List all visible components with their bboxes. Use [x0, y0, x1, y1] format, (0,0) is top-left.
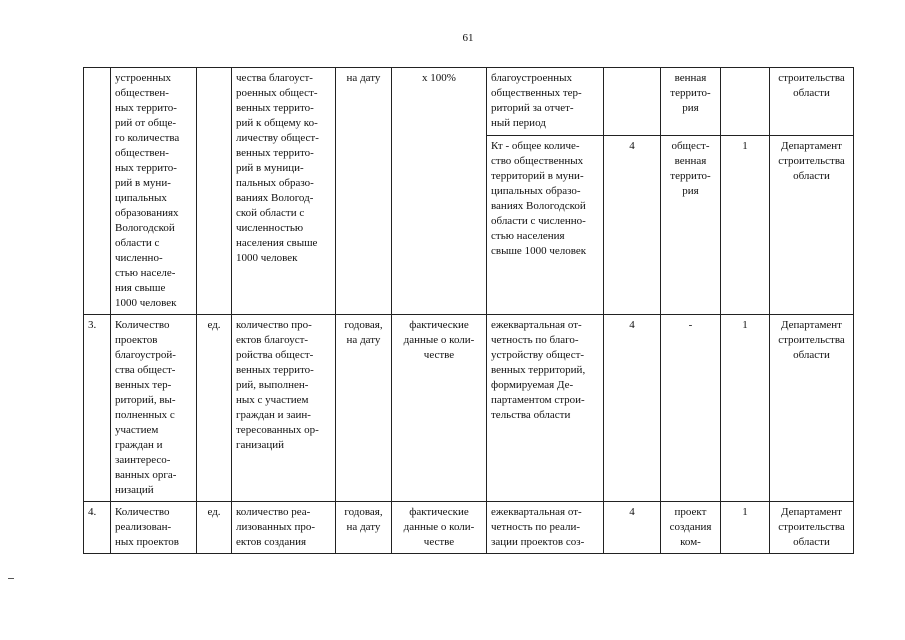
row-number-cell: 4.: [84, 502, 111, 554]
source-cell: проект создания ком-: [661, 502, 721, 554]
indicator-name-cell: устроенных обществен- ных террито- рий от обще- го количества обществен- ных террито- рий в муни- ципальных образованиях Вологодской области с численно- стью населе- ния свыше 1000 человек: [111, 68, 197, 315]
indicators-table: [83, 67, 854, 554]
periodicity-cell: годовая, на дату: [336, 315, 392, 502]
number-cell: 1: [721, 315, 770, 502]
responsible-cell: Департамент строительства области: [770, 502, 854, 554]
periodicity-cell: на дату: [336, 68, 392, 315]
data-code-cell: 4: [604, 315, 661, 502]
method-cell: фактические данные о коли- честве: [392, 315, 487, 502]
definition-cell: количество про- ектов благоуст- ройства общест- венных террито- рий, выполнен- ных с участием граждан и заин- тересованных ор- ганизаций: [232, 315, 336, 502]
indicator-name-cell: Количество реализован- ных проектов: [111, 502, 197, 554]
row-number-cell: [84, 68, 111, 315]
row-number-cell: 3.: [84, 315, 111, 502]
indicator-name-cell: Количество проектов благоустрой- ства общест- венных тер- риторий, вы- полненных с участием граждан и заинтересо- ванных орга- низаций: [111, 315, 197, 502]
number-cell: 1: [721, 136, 770, 315]
source-cell: -: [661, 315, 721, 502]
table-row: [84, 315, 854, 502]
periodicity-cell: годовая, на дату: [336, 502, 392, 554]
method-cell: фактические данные о коли- честве: [392, 502, 487, 554]
unit-cell: [197, 68, 232, 315]
data-code-cell: 4: [604, 136, 661, 315]
unit-cell: ед.: [197, 315, 232, 502]
responsible-cell: Департамент строительства области: [770, 315, 854, 502]
responsible-cell: Департамент строительства области: [770, 136, 854, 315]
page-number: 61: [462, 32, 474, 44]
basic-indicator-cell: ежеквартальная от- четность по благо- устройству общест- венных территорий, формируемая Де- партаментом строи- тельства области: [487, 315, 604, 502]
basic-indicator-cell: Кт - общее количе- ство общественных территорий в муни- ципальных образо- ваниях Вологодской области с численно- стью населения свыше 1000 человек: [487, 136, 604, 315]
method-cell: x 100%: [392, 68, 487, 315]
number-cell: 1: [721, 502, 770, 554]
table-row: [84, 502, 854, 554]
unit-cell: ед.: [197, 502, 232, 554]
basic-indicator-cell: благоустроенных общественных тер- риторий за отчет- ный период: [487, 68, 604, 136]
scan-edge-mark: [8, 578, 14, 579]
table-row: [84, 68, 854, 136]
number-cell: [721, 68, 770, 136]
basic-indicator-cell: ежеквартальная от- четность по реали- зации проектов соз-: [487, 502, 604, 554]
definition-cell: чества благоуст- роенных общест- венных террито- рий к общему ко- личеству общест- венных террито- рий в муници- пальных образо- ваниях Вологод- ской области с численностью населения свыше 1000 человек: [232, 68, 336, 315]
source-cell: венная террито- рия: [661, 68, 721, 136]
definition-cell: количество реа- лизованных про- ектов создания: [232, 502, 336, 554]
source-cell: общест- венная террито- рия: [661, 136, 721, 315]
responsible-cell: строительства области: [770, 68, 854, 136]
data-code-cell: 4: [604, 502, 661, 554]
data-code-cell: [604, 68, 661, 136]
